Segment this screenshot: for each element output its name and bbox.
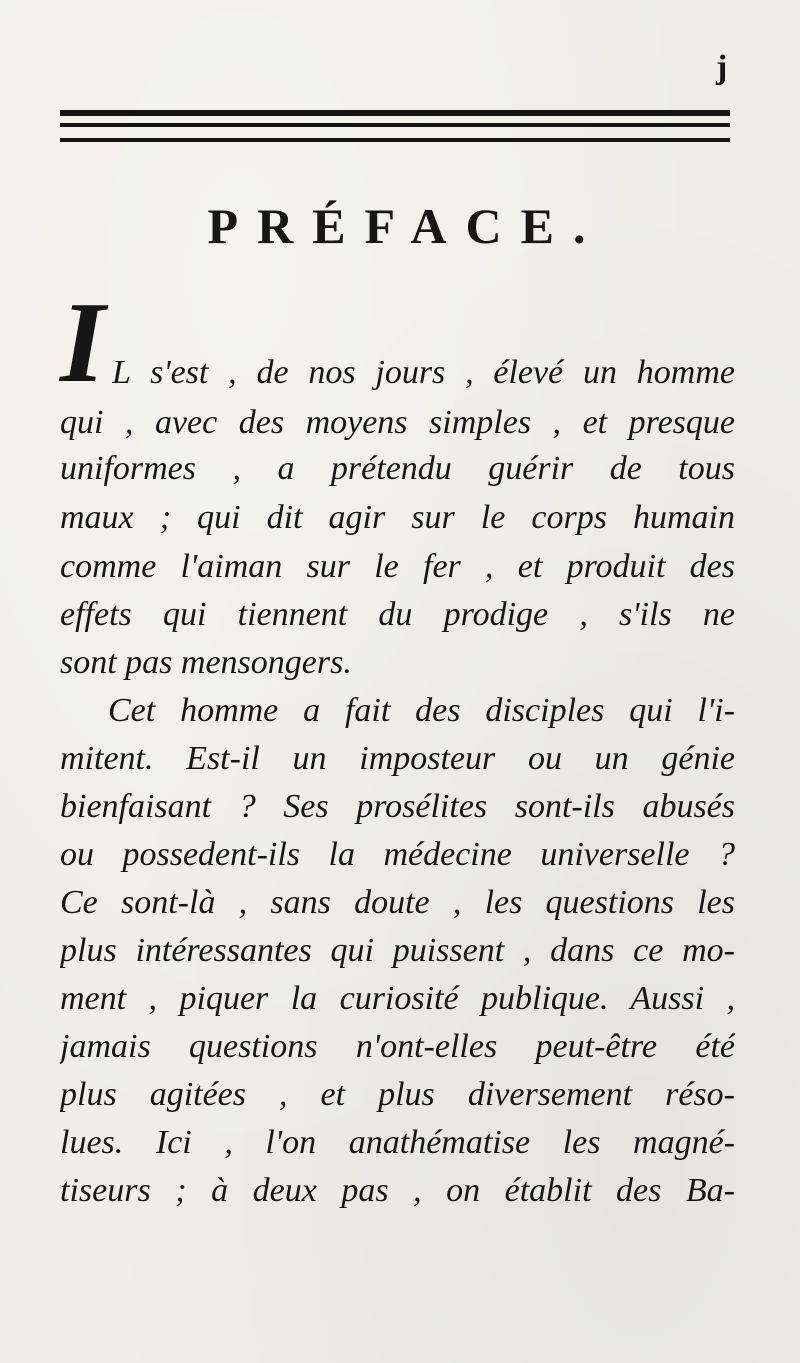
text-line: mitent. Est-il un imposteur ou un génie [60,740,735,777]
text-line: plus agitées , et plus diversement réso- [60,1076,735,1113]
text-line: qui , avec des moyens simples , et presque [60,404,735,441]
header-rule-middle [60,123,730,127]
drop-cap: I [60,279,106,407]
text-line: plus intéressantes qui puissent , dans ce mo- [60,932,735,969]
text-line: uniformes , a prétendu guérir de tous [60,450,735,487]
text-line: bienfaisant ? Ses prosélites sont-ils abusés [60,788,735,825]
text-line: Cet homme a fait des disciples qui l'i- [108,692,735,729]
header-rule-bottom [60,138,730,142]
text-line: lues. Ici , l'on anathématise les magné- [60,1124,735,1161]
text-line: sont pas mensongers. [60,644,352,681]
text-line: L s'est , de nos jours , élevé un homme [112,354,735,391]
header-rule-thick [60,110,730,116]
text-line: ment , piquer la curiosité publique. Aussi , [60,980,735,1017]
text-line: maux ; qui dit agir sur le corps humain [60,499,735,536]
page-folio: j [716,49,728,86]
text-line: jamais questions n'ont-elles peut-être été [60,1028,735,1065]
text-line: effets qui tiennent du prodige , s'ils ne [60,596,735,633]
text-line: comme l'aiman sur le fer , et produit des [60,548,735,585]
text-line: ou possedent-ils la médecine universelle ? [60,836,735,873]
text-line: tiseurs ; à deux pas , on établit des Ba- [60,1172,735,1209]
text-line: Ce sont-là , sans doute , les questions les [60,884,735,921]
page-title: PRÉFACE. [207,198,605,254]
